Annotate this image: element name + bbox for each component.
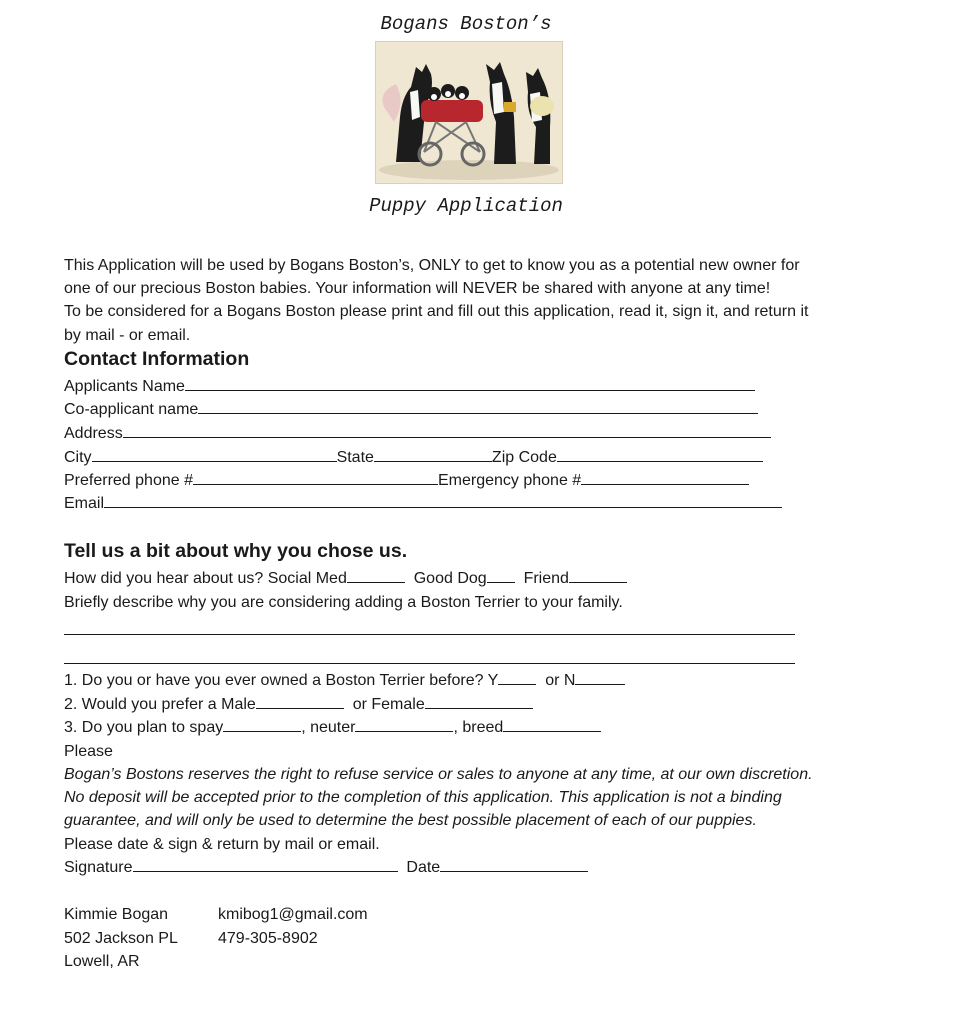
- coapplicant-name-field[interactable]: [198, 398, 758, 414]
- intro-line-1: This Application will be used by Bogans Boston’s, ONLY to get to know you as a potential new owner for: [64, 257, 800, 274]
- q3-neuter-field[interactable]: [355, 716, 453, 732]
- q2-male-field[interactable]: [256, 693, 344, 709]
- q3-text: 3. Do you plan to spay: [64, 719, 224, 736]
- city-field[interactable]: [92, 446, 337, 462]
- disclaimer-line-1: Bogan’s Bostons reserves the right to refuse service or sales to anyone at any time, at our own discretion.: [64, 766, 813, 783]
- state-field[interactable]: [374, 446, 492, 462]
- good-dog-field[interactable]: [487, 567, 515, 583]
- return-note: Please date & sign & return by mail or email.: [64, 836, 380, 853]
- q1-or-label: or N: [545, 672, 576, 689]
- question-3: [64, 716, 601, 739]
- boston-terrier-illustration: [376, 42, 562, 183]
- social-media-field[interactable]: [347, 567, 405, 583]
- intro-line-2: one of our precious Boston babies. Your information will NEVER be shared with anyone at any time!: [64, 280, 771, 297]
- owner-city: Lowell, AR: [64, 953, 140, 970]
- zip-field[interactable]: [557, 446, 763, 462]
- intro-line-3: To be considered for a Bogans Boston please print and fill out this application, read it, sign it, and return it: [64, 303, 809, 320]
- form-subtitle: Puppy Application: [369, 195, 563, 217]
- applicant-name-field[interactable]: [185, 375, 755, 391]
- coapplicant-name-row: [64, 398, 758, 421]
- address-row: [64, 422, 771, 445]
- please-text: Please: [64, 743, 113, 760]
- question-2: [64, 693, 533, 716]
- describe-answer-line-2[interactable]: [64, 663, 795, 664]
- q2-text: 2. Would you prefer a Male: [64, 696, 256, 713]
- date-label: Date: [406, 859, 441, 876]
- owner-email[interactable]: kmibog1@gmail.com: [218, 906, 368, 923]
- intro-line-4: by mail - or email.: [64, 327, 191, 344]
- signature-row: [64, 856, 588, 879]
- city-state-zip-row: [64, 446, 763, 469]
- coapplicant-name-label: Co-applicant name: [64, 401, 199, 418]
- applicant-name-row: [64, 375, 755, 398]
- owner-phone[interactable]: 479-305-8902: [218, 930, 318, 947]
- contact-heading: Contact Information: [64, 348, 250, 370]
- describe-prompt: Briefly describe why you are considering adding a Boston Terrier to your family.: [64, 594, 623, 611]
- q1-no-field[interactable]: [575, 669, 625, 685]
- friend-field[interactable]: [569, 567, 627, 583]
- owner-name: Kimmie Bogan: [64, 906, 169, 923]
- email-row: [64, 492, 782, 515]
- emergency-phone-field[interactable]: [581, 469, 749, 485]
- friend-label: Friend: [523, 570, 569, 587]
- signature-label: Signature: [64, 859, 133, 876]
- date-field[interactable]: [440, 856, 588, 872]
- question-1: [64, 669, 625, 692]
- owner-street: 502 Jackson PL: [64, 930, 178, 947]
- describe-answer-line-1[interactable]: [64, 634, 795, 635]
- zip-label: Zip Code: [491, 449, 557, 466]
- q3-spay-field[interactable]: [223, 716, 301, 732]
- q1-text: 1. Do you or have you ever owned a Boston Terrier before? Y: [64, 672, 499, 689]
- emergency-phone-label: Emergency phone #: [437, 472, 582, 489]
- applicant-name-label: Applicants Name: [64, 378, 185, 395]
- q3-neuter-label: , neuter: [301, 719, 356, 736]
- good-dog-label: Good Dog: [413, 570, 487, 587]
- email-field[interactable]: [104, 492, 782, 508]
- preferred-phone-field[interactable]: [193, 469, 438, 485]
- address-label: Address: [64, 425, 123, 442]
- boston-terrier-painting: [375, 41, 563, 184]
- q3-breed-field[interactable]: [503, 716, 601, 732]
- q2-female-field[interactable]: [425, 693, 533, 709]
- q3-breed-label: , breed: [453, 719, 504, 736]
- email-label: Email: [64, 495, 105, 512]
- brand-title: Bogans Boston’s: [380, 13, 552, 35]
- referral-row: [64, 567, 627, 590]
- signature-field[interactable]: [133, 856, 398, 872]
- state-label: State: [336, 449, 374, 466]
- city-label: City: [64, 449, 92, 466]
- q2-or-label: or Female: [352, 696, 425, 713]
- social-media-label: How did you hear about us? Social Med: [64, 570, 347, 587]
- about-heading: Tell us a bit about why you chose us.: [64, 540, 408, 562]
- disclaimer-line-2: No deposit will be accepted prior to the completion of this application. This application is not a binding: [64, 789, 782, 806]
- phone-row: [64, 469, 749, 492]
- address-field[interactable]: [123, 422, 771, 438]
- preferred-phone-label: Preferred phone #: [64, 472, 193, 489]
- disclaimer-line-3: guarantee, and will only be used to determine the best possible placement of each of our puppies.: [64, 812, 757, 829]
- q1-yes-field[interactable]: [498, 669, 536, 685]
